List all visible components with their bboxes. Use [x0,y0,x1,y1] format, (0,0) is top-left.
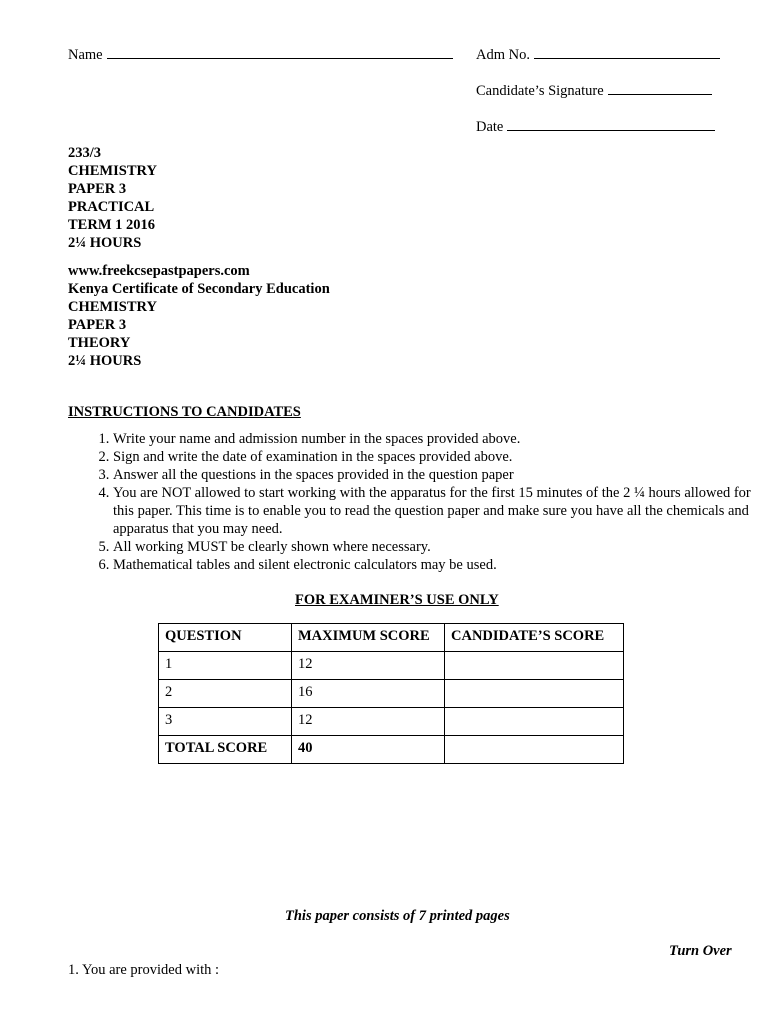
max-score-cell: 16 [292,680,445,708]
candidate-score-cell[interactable] [445,708,624,736]
instruction-item: 2. Sign and write the date of examination in the spaces provided above. [113,448,770,466]
paper-number: PAPER 3 [68,181,127,197]
total-max-cell: 40 [292,736,445,764]
max-score-cell: 12 [292,652,445,680]
name-input-line[interactable] [107,57,453,59]
exam-paper: PAPER 3 [68,317,127,333]
date-field[interactable] [476,119,715,136]
question-cell: 2 [159,680,292,708]
table-row [159,680,624,708]
paper-term: TERM 1 2016 [68,217,155,233]
score-table-header-row [159,624,624,652]
pages-note: This paper consists of 7 printed pages [285,908,510,924]
question-cell: 1 [159,652,292,680]
examiner-heading: FOR EXAMINER’S USE ONLY [295,592,499,608]
turn-over: Turn Over [669,943,732,959]
signature-label: Candidate’s Signature [476,83,604,99]
date-input-line[interactable] [507,129,715,131]
instruction-item: 1. Write your name and admission number in the spaces provided above. [113,430,770,448]
candidate-score-cell[interactable] [445,652,624,680]
signature-field[interactable] [476,83,712,100]
candidate-score-cell[interactable] [445,680,624,708]
exam-subject: CHEMISTRY [68,299,157,315]
paper-type: PRACTICAL [68,199,155,215]
signature-input-line[interactable] [608,93,712,95]
exam-duration: 2¼ HOURS [68,353,142,369]
date-label: Date [476,119,504,135]
exam-type: THEORY [68,335,131,351]
instruction-item: 5. All working MUST be clearly shown where necessary. [113,538,770,556]
instruction-item: 3. Answer all the questions in the spaces provided in the question paper [113,466,770,484]
header-question: QUESTION [159,624,292,652]
website: www.freekcsepastpapers.com [68,263,250,279]
max-score-cell: 12 [292,708,445,736]
total-row [159,736,624,764]
paper-info [68,144,157,252]
adm-no-input-line[interactable] [534,57,720,59]
question-cell: 3 [159,708,292,736]
table-row [159,708,624,736]
paper-duration: 2¼ HOURS [68,235,142,251]
exam-title: Kenya Certificate of Secondary Education [68,281,330,297]
adm-no-field[interactable] [476,47,720,64]
paper-code: 233/3 [68,145,102,161]
header-max-score: MAXIMUM SCORE [292,624,445,652]
question-start: 1. You are provided with : [68,962,220,978]
instruction-item: 6. Mathematical tables and silent electronic calculators may be used. [113,556,770,574]
adm-no-label: Adm No. [476,47,530,63]
instructions-heading: INSTRUCTIONS TO CANDIDATES [68,404,301,420]
total-candidate-cell[interactable] [445,736,624,764]
total-label-cell: TOTAL SCORE [159,736,292,764]
paper-subject: CHEMISTRY [68,163,157,179]
table-row [159,652,624,680]
name-field[interactable] [68,47,453,64]
score-table [158,623,624,764]
header-candidate-score: CANDIDATE’S SCORE [445,624,624,652]
exam-info [68,262,330,370]
instructions-list [70,430,770,574]
instruction-item: 4. You are NOT allowed to start working with the apparatus for the first 15 minutes of the 2 ¼ hours allowed for this paper. This time is to enable you to read the question paper and make sure you have all the chemicals and apparatus that you may need. [113,484,770,538]
name-label: Name [68,47,103,63]
